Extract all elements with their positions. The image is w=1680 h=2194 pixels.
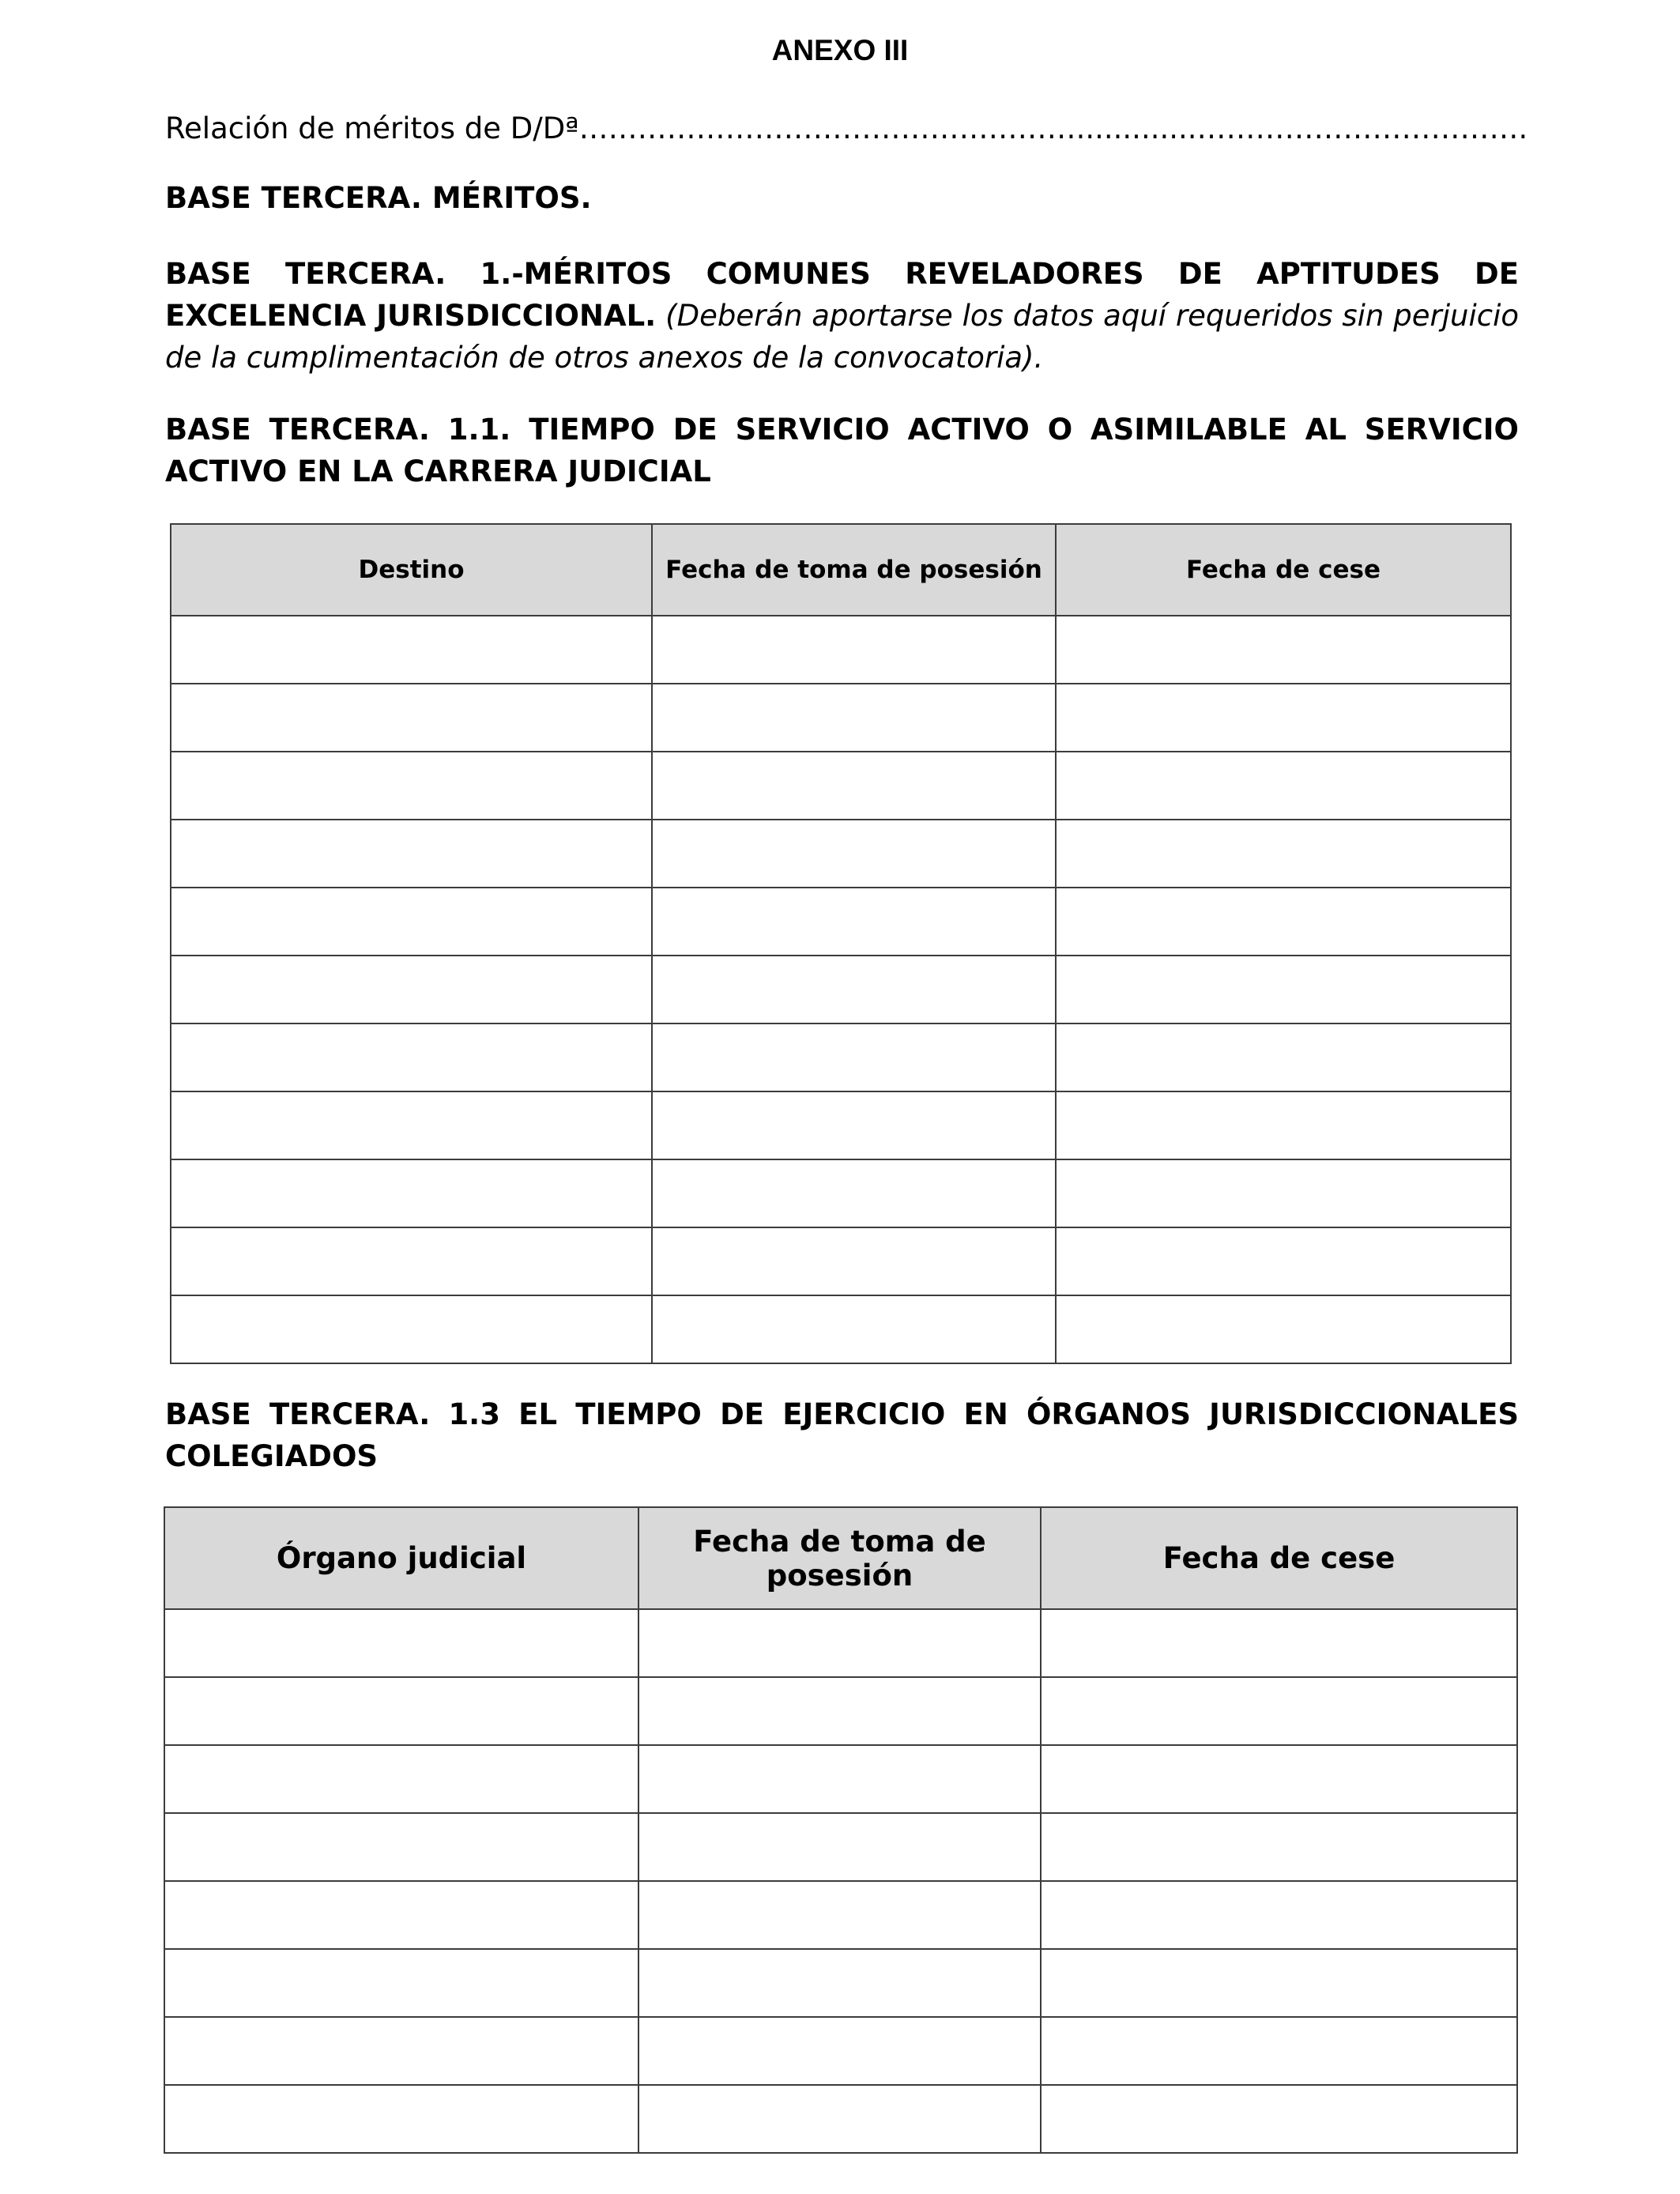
table-cell[interactable] [164, 1813, 638, 1881]
service-time-table [170, 523, 1512, 1364]
table-row [171, 956, 1511, 1023]
table-row [164, 1813, 1517, 1881]
table-row [164, 2085, 1517, 2153]
table-cell[interactable] [164, 2085, 638, 2153]
table-row [171, 1227, 1511, 1295]
section-1-3-heading-text: BASE TERCERA. 1.3 EL TIEMPO DE EJERCICIO EN ÓRGANOS JURISDICCIONALES COLEGIADOS [165, 1397, 1519, 1473]
table-row [164, 2017, 1517, 2085]
table-cell[interactable] [638, 1881, 1041, 1949]
section-heading: BASE TERCERA. MÉRITOS. [165, 181, 592, 215]
table-cell[interactable] [164, 1949, 638, 2017]
table-cell[interactable] [1056, 888, 1511, 956]
table-cell[interactable] [1041, 2017, 1517, 2085]
table-cell[interactable] [1056, 1159, 1511, 1227]
table-cell[interactable] [164, 2017, 638, 2085]
table-cell[interactable] [1041, 1813, 1517, 1881]
table-row [171, 1023, 1511, 1091]
table-row [164, 1677, 1517, 1745]
table-cell[interactable] [164, 1677, 638, 1745]
table-cell[interactable] [638, 1609, 1041, 1677]
table-cell[interactable] [171, 684, 652, 752]
table-cell[interactable] [1041, 1609, 1517, 1677]
table-cell[interactable] [171, 1091, 652, 1159]
table-cell[interactable] [171, 820, 652, 888]
table-row [171, 888, 1511, 956]
table-row [171, 752, 1511, 820]
table-row [164, 1881, 1517, 1949]
table-cell[interactable] [652, 888, 1056, 956]
table-cell[interactable] [1041, 1881, 1517, 1949]
section-1-paragraph [165, 253, 1519, 379]
table-cell[interactable] [652, 1295, 1056, 1363]
table-row [164, 1949, 1517, 2017]
table-cell[interactable] [1056, 820, 1511, 888]
table-cell[interactable] [171, 1227, 652, 1295]
table-cell[interactable] [164, 1609, 638, 1677]
table-cell[interactable] [638, 1949, 1041, 2017]
table-cell[interactable] [652, 1227, 1056, 1295]
relacion-line: Relación de méritos de D/Dª…………………………………………….............……………………………. [165, 111, 1528, 145]
table-row [171, 820, 1511, 888]
column-header-fecha-toma: Fecha de toma de posesión [638, 1507, 1041, 1609]
table-cell[interactable] [652, 684, 1056, 752]
table-cell[interactable] [638, 1677, 1041, 1745]
table-cell[interactable] [1056, 956, 1511, 1023]
table-cell[interactable] [1041, 1745, 1517, 1813]
table-cell[interactable] [652, 956, 1056, 1023]
table-row [164, 1745, 1517, 1813]
table-cell[interactable] [164, 1745, 638, 1813]
collegiate-organs-table [164, 1506, 1518, 2154]
table-cell[interactable] [638, 1813, 1041, 1881]
table-cell[interactable] [1056, 1091, 1511, 1159]
table-cell[interactable] [1056, 684, 1511, 752]
section-1-1-heading-text: BASE TERCERA. 1.1. TIEMPO DE SERVICIO ACTIVO O ASIMILABLE AL SERVICIO ACTIVO EN LA CARRERA JUDICIAL [165, 413, 1519, 488]
table-cell[interactable] [638, 2085, 1041, 2153]
table-cell[interactable] [1056, 616, 1511, 684]
table-row [171, 1295, 1511, 1363]
table-row [171, 1091, 1511, 1159]
table-cell[interactable] [652, 1159, 1056, 1227]
table-header-row [164, 1507, 1517, 1609]
table-cell[interactable] [171, 956, 652, 1023]
table-cell[interactable] [1056, 752, 1511, 820]
column-header-organo-judicial: Órgano judicial [164, 1507, 638, 1609]
table-cell[interactable] [1041, 2085, 1517, 2153]
section-1-1-heading [165, 409, 1519, 492]
column-header-fecha-cese: Fecha de cese [1041, 1507, 1517, 1609]
table-cell[interactable] [171, 616, 652, 684]
column-header-fecha-toma: Fecha de toma de posesión [652, 524, 1056, 616]
table-cell[interactable] [652, 1091, 1056, 1159]
table-cell[interactable] [164, 1881, 638, 1949]
table-row [171, 1159, 1511, 1227]
table-cell[interactable] [1056, 1295, 1511, 1363]
table-cell[interactable] [171, 1295, 652, 1363]
table-row [171, 684, 1511, 752]
table-cell[interactable] [652, 752, 1056, 820]
table-cell[interactable] [652, 1023, 1056, 1091]
table-cell[interactable] [171, 752, 652, 820]
table-cell[interactable] [171, 888, 652, 956]
table-cell[interactable] [171, 1159, 652, 1227]
column-header-destino: Destino [171, 524, 652, 616]
table-cell[interactable] [171, 1023, 652, 1091]
table-cell[interactable] [1056, 1227, 1511, 1295]
section-1-note: (Deberán aportarse los datos aquí requeridos sin perjuicio de la cumplimentación de otros anexos de la convocatoria). [165, 299, 1519, 375]
column-header-fecha-cese: Fecha de cese [1056, 524, 1511, 616]
section-1-3-heading [165, 1393, 1519, 1477]
table-cell[interactable] [652, 616, 1056, 684]
table-row [171, 616, 1511, 684]
table-row [164, 1609, 1517, 1677]
table-cell[interactable] [638, 1745, 1041, 1813]
table-cell[interactable] [1041, 1677, 1517, 1745]
table-cell[interactable] [652, 820, 1056, 888]
section-1-heading: BASE TERCERA. 1.-MÉRITOS COMUNES REVELADORES DE APTITUDES DE EXCELENCIA JURISDICCIONAL. [165, 257, 1519, 333]
table-cell[interactable] [638, 2017, 1041, 2085]
table-cell[interactable] [1041, 1949, 1517, 2017]
annex-title: ANEXO III [771, 34, 909, 66]
table-cell[interactable] [1056, 1023, 1511, 1091]
table-header-row [171, 524, 1511, 616]
